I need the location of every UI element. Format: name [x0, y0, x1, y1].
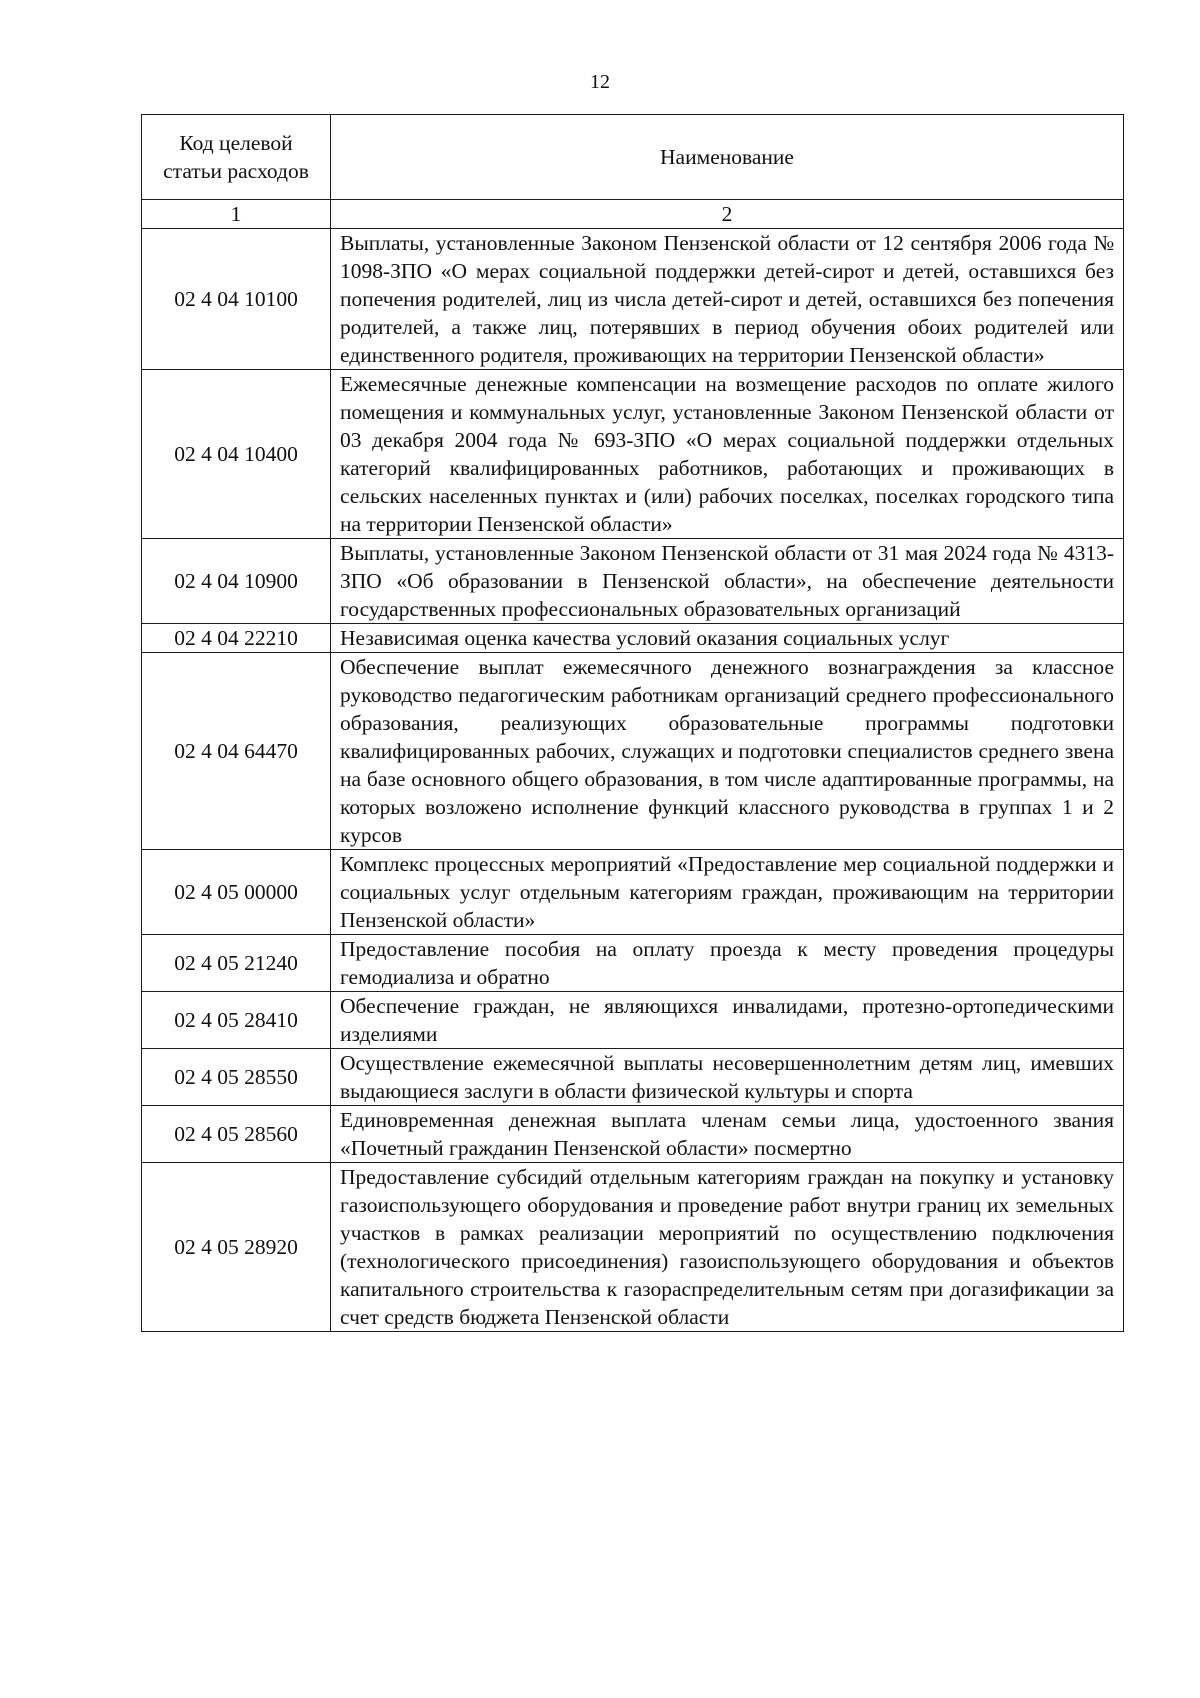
table-row [142, 539, 1124, 624]
row-name: Ежемесячные денежные компенсации на возмещение расходов по оплате жилого помещения и коммунальных услуг, установленные Законом Пензенской области от 03 декабря 2004 года № 693-ЗПО «О мерах социальной поддержки отдельных категорий квалифицированных работников, работающих и проживающих в сельских населенных пунктах и (или) рабочих поселках, поселках городского типа на территории Пензенской области» [331, 370, 1124, 539]
table-row [142, 370, 1124, 539]
row-code: 02 4 04 64470 [142, 653, 331, 850]
row-name: Комплекс процессных мероприятий «Предоставление мер социальной поддержки и социальных услуг отдельным категориям граждан, проживающим на территории Пензенской области» [331, 850, 1124, 935]
row-code: 02 4 05 21240 [142, 935, 331, 992]
column-number-1: 1 [142, 200, 331, 229]
column-number-row [142, 200, 1124, 229]
table-row [142, 1163, 1124, 1332]
page-number: 12 [590, 71, 610, 93]
row-code: 02 4 05 28560 [142, 1106, 331, 1163]
row-code: 02 4 04 22210 [142, 624, 331, 653]
row-name: Независимая оценка качества условий оказания социальных услуг [331, 624, 1124, 653]
table-row [142, 1106, 1124, 1163]
header-name: Наименование [331, 115, 1124, 200]
row-code: 02 4 05 00000 [142, 850, 331, 935]
row-name: Обеспечение выплат ежемесячного денежного вознаграждения за классное руководство педагогическим работникам организаций среднего профессионального образования, реализующих образовательные программы подготовки квалифицированных рабочих, служащих и подготовки специалистов среднего звена на базе основного общего образования, в том числе адаптированные программы, на которых возложено исполнение функций классного руководства в группах 1 и 2 курсов [331, 653, 1124, 850]
row-name: Выплаты, установленные Законом Пензенской области от 31 мая 2024 года № 4313-ЗПО «Об образовании в Пензенской области», на обеспечение деятельности государственных профессиональных образовательных организаций [331, 539, 1124, 624]
row-name: Обеспечение граждан, не являющихся инвалидами, протезно-ортопедическими изделиями [331, 992, 1124, 1049]
table-header-row [142, 115, 1124, 200]
row-name: Предоставление субсидий отдельным категориям граждан на покупку и установку газоиспользующего оборудования и проведение работ внутри границ их земельных участков в рамках реализации мероприятий по осуществлению подключения (технологического присоединения) газоиспользующего оборудования и объектов капитального строительства к газораспределительным сетям при догазификации за счет средств бюджета Пензенской области [331, 1163, 1124, 1332]
expense-code-table [141, 114, 1124, 1332]
row-name: Выплаты, установленные Законом Пензенской области от 12 сентября 2006 года № 1098-ЗПО «О мерах социальной поддержки детей-сирот и детей, оставшихся без попечения родителей, лиц из числа детей-сирот и детей, оставшихся без попечения родителей, а также лиц, потерявших в период обучения обоих родителей или единственного родителя, проживающих на территории Пензенской области» [331, 229, 1124, 370]
header-code: Код целевой статьи расходов [142, 115, 331, 200]
table-row [142, 229, 1124, 370]
row-code: 02 4 04 10400 [142, 370, 331, 539]
table-row [142, 992, 1124, 1049]
table-row [142, 653, 1124, 850]
row-code: 02 4 04 10100 [142, 229, 331, 370]
table-row [142, 850, 1124, 935]
row-name: Предоставление пособия на оплату проезда к месту проведения процедуры гемодиализа и обратно [331, 935, 1124, 992]
row-name: Единовременная денежная выплата членам семьи лица, удостоенного звания «Почетный гражданин Пензенской области» посмертно [331, 1106, 1124, 1163]
table-row [142, 1049, 1124, 1106]
row-code: 02 4 04 10900 [142, 539, 331, 624]
table-row [142, 935, 1124, 992]
row-code: 02 4 05 28550 [142, 1049, 331, 1106]
row-name: Осуществление ежемесячной выплаты несовершеннолетним детям лиц, имевших выдающиеся заслуги в области физической культуры и спорта [331, 1049, 1124, 1106]
table-row [142, 624, 1124, 653]
column-number-2: 2 [331, 200, 1124, 229]
row-code: 02 4 05 28410 [142, 992, 331, 1049]
row-code: 02 4 05 28920 [142, 1163, 331, 1332]
